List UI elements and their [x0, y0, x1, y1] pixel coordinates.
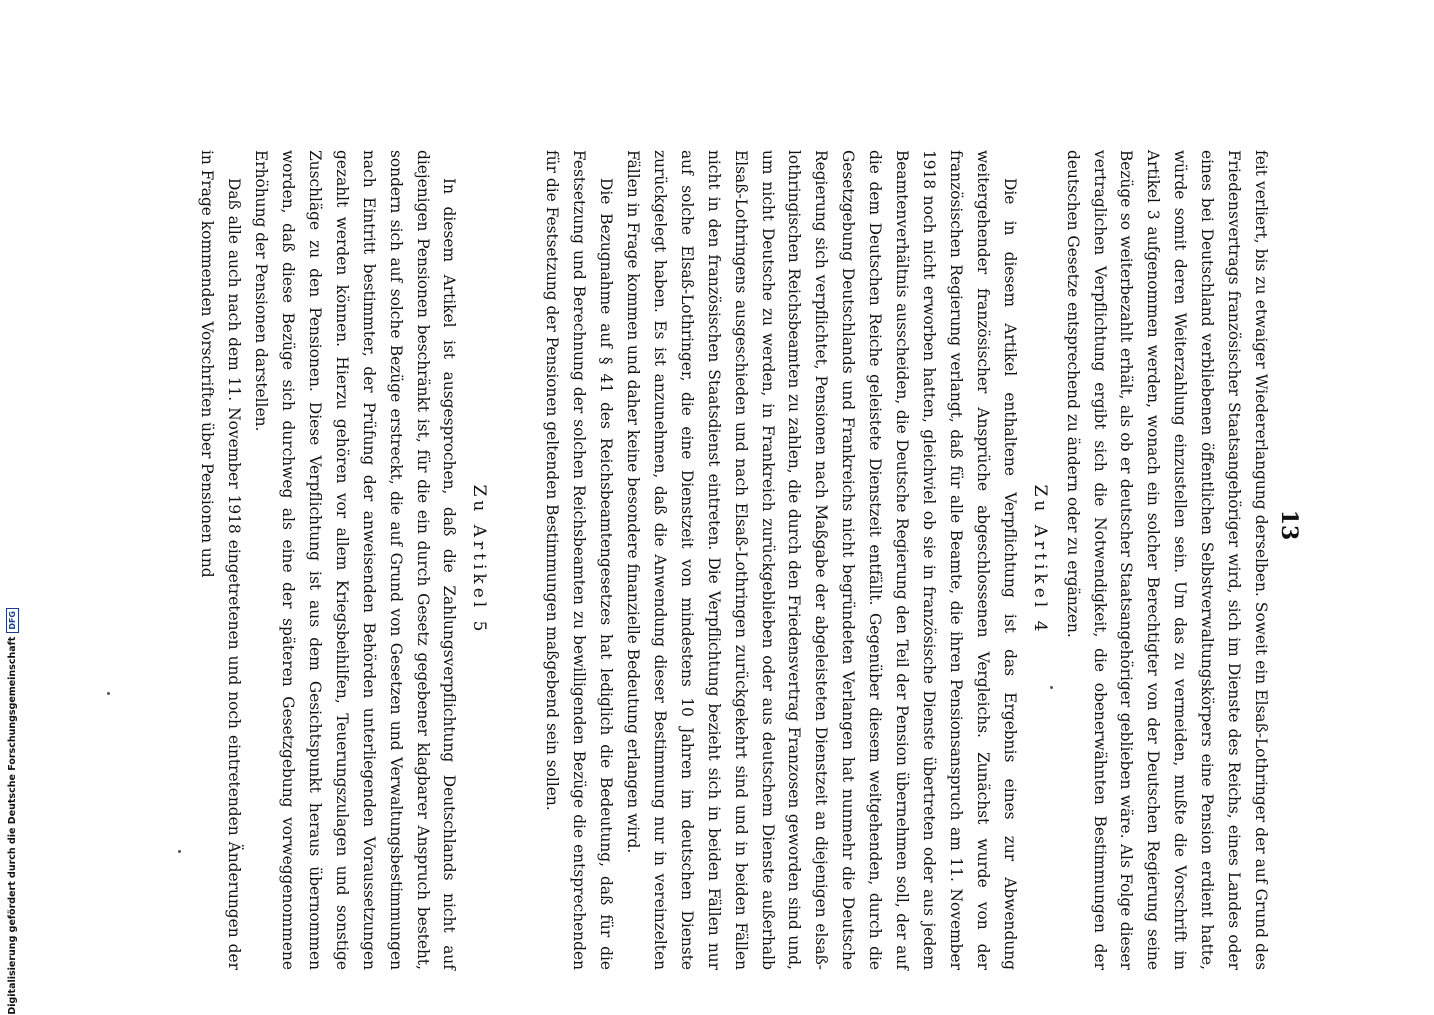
- text-column: [193, 150, 1274, 970]
- credit-text: Digitalisierung gefördert durch die Deutsche Forschungsgemeinschaft: [6, 636, 18, 1015]
- heading-article-5: Zu Artikel 5: [469, 484, 490, 636]
- digitization-credit: [4, 608, 20, 1015]
- heading-article-4: Zu Artikel 4: [1029, 484, 1050, 636]
- dfg-logo: DFG: [6, 608, 19, 633]
- paragraph-article-5-a: In diesem Artikel ist ausgesprochen, daß die Zahlungsverpflichtung Deutschlands nicht auf diejenigen Pensionen beschränkt ist, für die ein durch Gesetz gegebener klagbarer Anspruch besteht, sondern sich auf solche Bezüge erstreckt, die auf Grund von Gesetzen und Verwaltungsbestimmungen nach Eintritt bestimmter, der Prüfung der anweisenden Behörden unterliegenden Voraussetzungen gezahlt werden können. Hierzu gehören vor allem Kriegsbeihilfen, Teuerungszulagen und sonstige Zuschläge zu den Pensionen. Diese Verpflichtung ist aus dem Gesichtspunkt heraus übernommen worden, daß diese Bezüge sich durchweg als eine der späteren Gesetzgebung vorweggenommene Erhöhung der Pensionen darstellen.: [252, 150, 459, 970]
- scan-speck: [107, 692, 110, 695]
- scan-speck: [1050, 686, 1053, 689]
- paragraph-article-4-a: Die in diesem Artikel enthaltene Verpflichtung ist das Ergebnis eines zur Abwendung weitergehender französischer Ansprüche abgeschlossenen Vergleichs. Zunächst wurde von der französischen Regierung verlangt, daß für alle Beamte, die ihren Pensionsanspruch am 11. November 1918 noch nicht erworben hatten, gleichviel ob sie in französische Dienste übertreten oder aus jedem Beamtenverhältnis ausscheiden, die Deutsche Regierung den Teil der Pension übernehmen soll, der auf die dem Deutschen Reiche geleistete Dienstzeit entfällt. Gegenüber diesem weitgehenden, durch die Gesetzgebung Deutschlands und Frankreichs nicht begründeten Verlangen hat nunmehr die Deutsche Regierung sich verpflichtet, Pensionen nach Maßgabe der abgeleisteten Dienstzeit an diejenigen elsaß-lothringischen Reichsbeamten zu zahlen, die durch den Friedensvertrag Franzosen geworden sind und, um nicht Deutsche zu werden, in Frankreich zurückgeblieben oder aus deutschem Dienste außerhalb Elsaß-Lothringens ausgeschieden und nach Elsaß-Lothringen zurückgekehrt sind und in beiden Fällen nicht in den französischen Staatsdienst eintreten. Die Verpflichtung bezieht sich in beiden Fällen nur auf solche Elsaß-Lothringer, die eine Dienstzeit von mindestens 10 Jahren im deutschen Dienste zurückgelegt haben. Es ist anzunehmen, daß die Anwendung dieser Bestimmung nur in vereinzelten Fällen in Frage kommen und daher keine besondere finanzielle Bedeutung erlangen wird.: [624, 150, 1019, 970]
- paragraph-article-5-b: Daß alle auch nach dem 11. November 1918 eingetretenen und noch eintretenden Änderungen der in Frage kommenden Vorschriften über Pensionen und: [198, 150, 244, 970]
- page-number: 13: [1276, 509, 1302, 541]
- scan-speck: [178, 850, 181, 853]
- rotated-page: [130, 150, 1310, 970]
- paragraph-continuation: feit verliert, bis zu etwaiger Wiedererlangung derselben. Soweit ein Elsaß-Lothringer der auf Grund des Friedensvertrags französischer Staatsangehöriger wird, sich im Dienste des Reichs, eines Landes oder eines bei Deutschland verbliebenen öffentlichen Selbstverwaltungskörpers eine Pension erdient hatte, würde somit deren Weiterzahlung einzustellen sein. Um das zu vermeiden, mußte die Vorschrift im Artikel 3 aufgenommen werden, wonach ein solcher Berechtigter von der Deutschen Regierung seine Bezüge so weiterbezahlt erhält, als ob er deutscher Staatsangehöriger geblieben wäre. Als Folge dieser vertraglichen Verpflichtung ergibt sich die Notwendigkeit, die obenerwähnten Bestimmungen der deutschen Gesetze entsprechend zu ändern oder zu ergänzen.: [1063, 150, 1270, 970]
- paragraph-article-4-b: Die Bezugnahme auf § 41 des Reichsbeamtengesetzes hat lediglich die Bedeutung, daß für die Festsetzung und Berechnung der solchen Reichsbeamten zu bewilligenden Bezüge die entsprechenden für die Festsetzung der Pensionen geltenden Bestimmungen maßgebend sein sollen.: [543, 150, 616, 970]
